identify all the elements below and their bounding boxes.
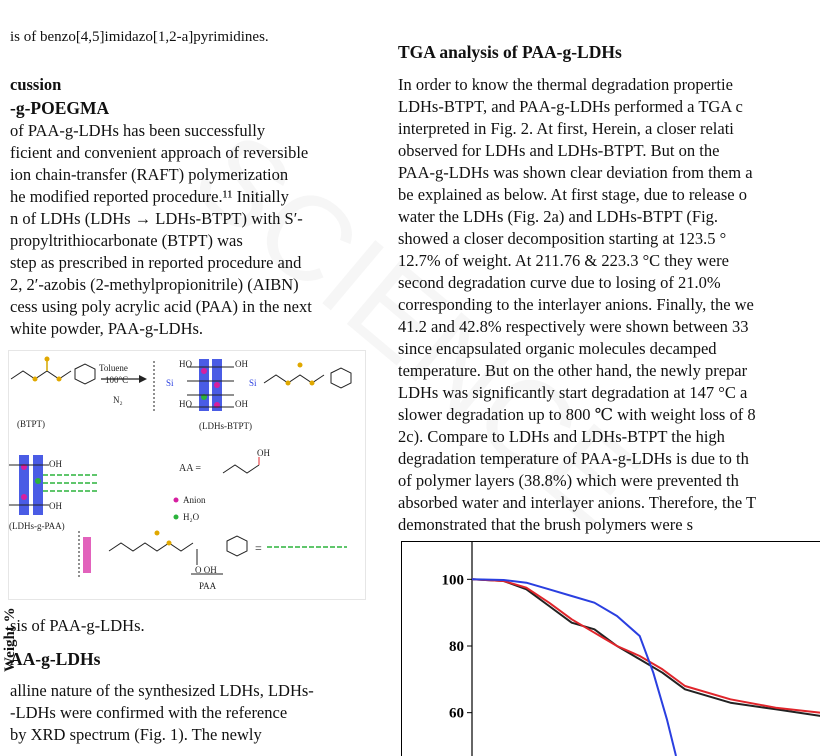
left-column <box>0 0 372 755</box>
scheme-btpt-label: (BTPT) <box>17 419 45 429</box>
text-line: In order to know the thermal degradation propertie <box>398 75 733 94</box>
scheme-reagent: Toluene <box>99 363 128 373</box>
scheme-graphic <box>9 351 365 599</box>
text-line: by XRD spectrum (Fig. 1). The newly <box>10 725 262 744</box>
text-line: LDHs was significantly start degradation at 147 °C a <box>398 383 748 402</box>
text-line: of PAA-g-LDHs has been successfully <box>10 121 266 140</box>
section-heading-2: AA-g-LDHs <box>10 649 101 669</box>
text-line: 2c). Compare to LDHs and LDHs-BTPT the high <box>398 427 725 446</box>
text-line: alline nature of the synthesized LDHs, LDHs- <box>10 681 314 700</box>
text-line: degradation temperature of PAA-g-LDHs is due to th <box>398 449 749 468</box>
text-line: of polymer layers (38.8%) which were prevented th <box>398 471 739 490</box>
text-line: ion chain-transfer (RAFT) polymerization <box>10 165 289 184</box>
synthesis-scheme <box>8 350 366 600</box>
text-line: step as prescribed in reported procedure and <box>10 253 302 272</box>
scheme-paa-label: PAA <box>199 581 217 591</box>
tga-curve-2 <box>472 579 820 712</box>
text-line: water the LDHs (Fig. 2a) and LDHs-BTPT (Fig. <box>398 207 719 226</box>
tga-chart-svg <box>402 542 820 756</box>
anion-legend-dot <box>174 498 179 503</box>
text-line: second degradation curve due to losing of 21.0% <box>398 273 721 292</box>
tga-curve-3 <box>472 579 676 756</box>
scheme-ho-top: HO <box>179 359 192 369</box>
tga-chart <box>401 541 820 756</box>
text-line: observed for LDHs and LDHs-BTPT. But on the <box>398 141 720 160</box>
text-line: since encapsulated organic molecules decamped <box>398 339 717 358</box>
text-line: corresponding to the interlayer anions. Finally, the we <box>398 295 754 314</box>
y-tick-label: 60 <box>449 705 464 722</box>
section-heading: cussion <box>10 75 62 94</box>
tga-curve-1 <box>472 579 820 716</box>
text-line: showed a closer decomposition starting at 123.5 ° <box>398 229 727 248</box>
scheme-si-right: Si <box>249 378 257 388</box>
scheme-oh-top: OH <box>235 359 248 369</box>
scheme-oh-bottom: OH <box>235 399 248 409</box>
text-line: be explained as below. At first stage, due to release o <box>398 185 747 204</box>
tga-heading: TGA analysis of PAA-g-LDHs <box>398 42 622 62</box>
water-legend-dot <box>174 515 179 520</box>
scheme-aa-oh: OH <box>257 448 270 458</box>
text-line: white powder, PAA-g-LDHs. <box>10 319 204 338</box>
text-line: ficient and convenient approach of reversible <box>10 143 309 162</box>
text-line: LDHs-BTPT, and PAA-g-LDHs performed a TGA c <box>398 97 743 116</box>
scheme-ldh-paa-label: (LDHs-g-PAA) <box>9 521 65 531</box>
y-tick-label: 80 <box>449 639 464 655</box>
scheme-carboxyl: O OH <box>195 565 217 575</box>
text-line: demonstrated that the brush polymers were s <box>398 515 694 534</box>
subsection-heading: -g-POEGMA <box>10 98 110 118</box>
scheme-equals: = <box>255 541 262 555</box>
text-line: cess using poly acrylic acid (PAA) in the next <box>10 297 312 316</box>
text-line: he modified reported procedure.¹¹ Initially <box>10 187 289 206</box>
scheme-aa-label: AA = <box>179 463 202 474</box>
text-line: propyltrithiocarbonate (BTPT) was <box>10 231 243 250</box>
text-line: n of LDHs (LDHs → LDHs-BTPT) with S′- <box>10 209 303 228</box>
truncated-top-line: is of benzo[4,5]imidazo[1,2-a]pyrimidines. <box>10 29 269 45</box>
scheme-ho-bottom: HO <box>179 399 192 409</box>
text-line: temperature. But on the other hand, the newly prepar <box>398 361 748 380</box>
y-axis-label: Weight % <box>2 607 18 672</box>
scheme-oh-left-2: OH <box>49 501 62 511</box>
figure-caption: sis of PAA-g-LDHs. <box>10 616 145 635</box>
scheme-gas: N₂ <box>113 395 123 405</box>
text-line: 12.7% of weight. At 211.76 & 223.3 °C they were <box>398 251 729 270</box>
text-line: 41.2 and 42.8% respectively were shown between 33 <box>398 317 749 336</box>
scheme-water-label: H₂O <box>183 512 200 522</box>
text-line: interpreted in Fig. 2. At first, Herein, a closer relati <box>398 119 734 138</box>
text-line: absorbed water and interlayer anions. Therefore, the T <box>398 493 757 512</box>
scheme-temperature: 100°C <box>105 375 129 385</box>
scheme-si-left: Si <box>166 378 174 388</box>
y-tick-label: 100 <box>441 572 464 589</box>
scheme-ldhs-btpt-label: (LDHs-BTPT) <box>199 421 252 431</box>
text-line: slower degradation up to 800 ℃ with weight loss of 8 <box>398 405 756 424</box>
scheme-oh-left-1: OH <box>49 459 62 469</box>
text-line: -LDHs were confirmed with the reference <box>10 703 288 722</box>
text-line: 2, 2′-azobis (2-methylpropionitrile) (AIBN) <box>10 275 299 294</box>
scheme-anion-label: Anion <box>183 495 206 505</box>
text-line: PAA-g-LDHs was shown clear deviation from them a <box>398 163 753 182</box>
